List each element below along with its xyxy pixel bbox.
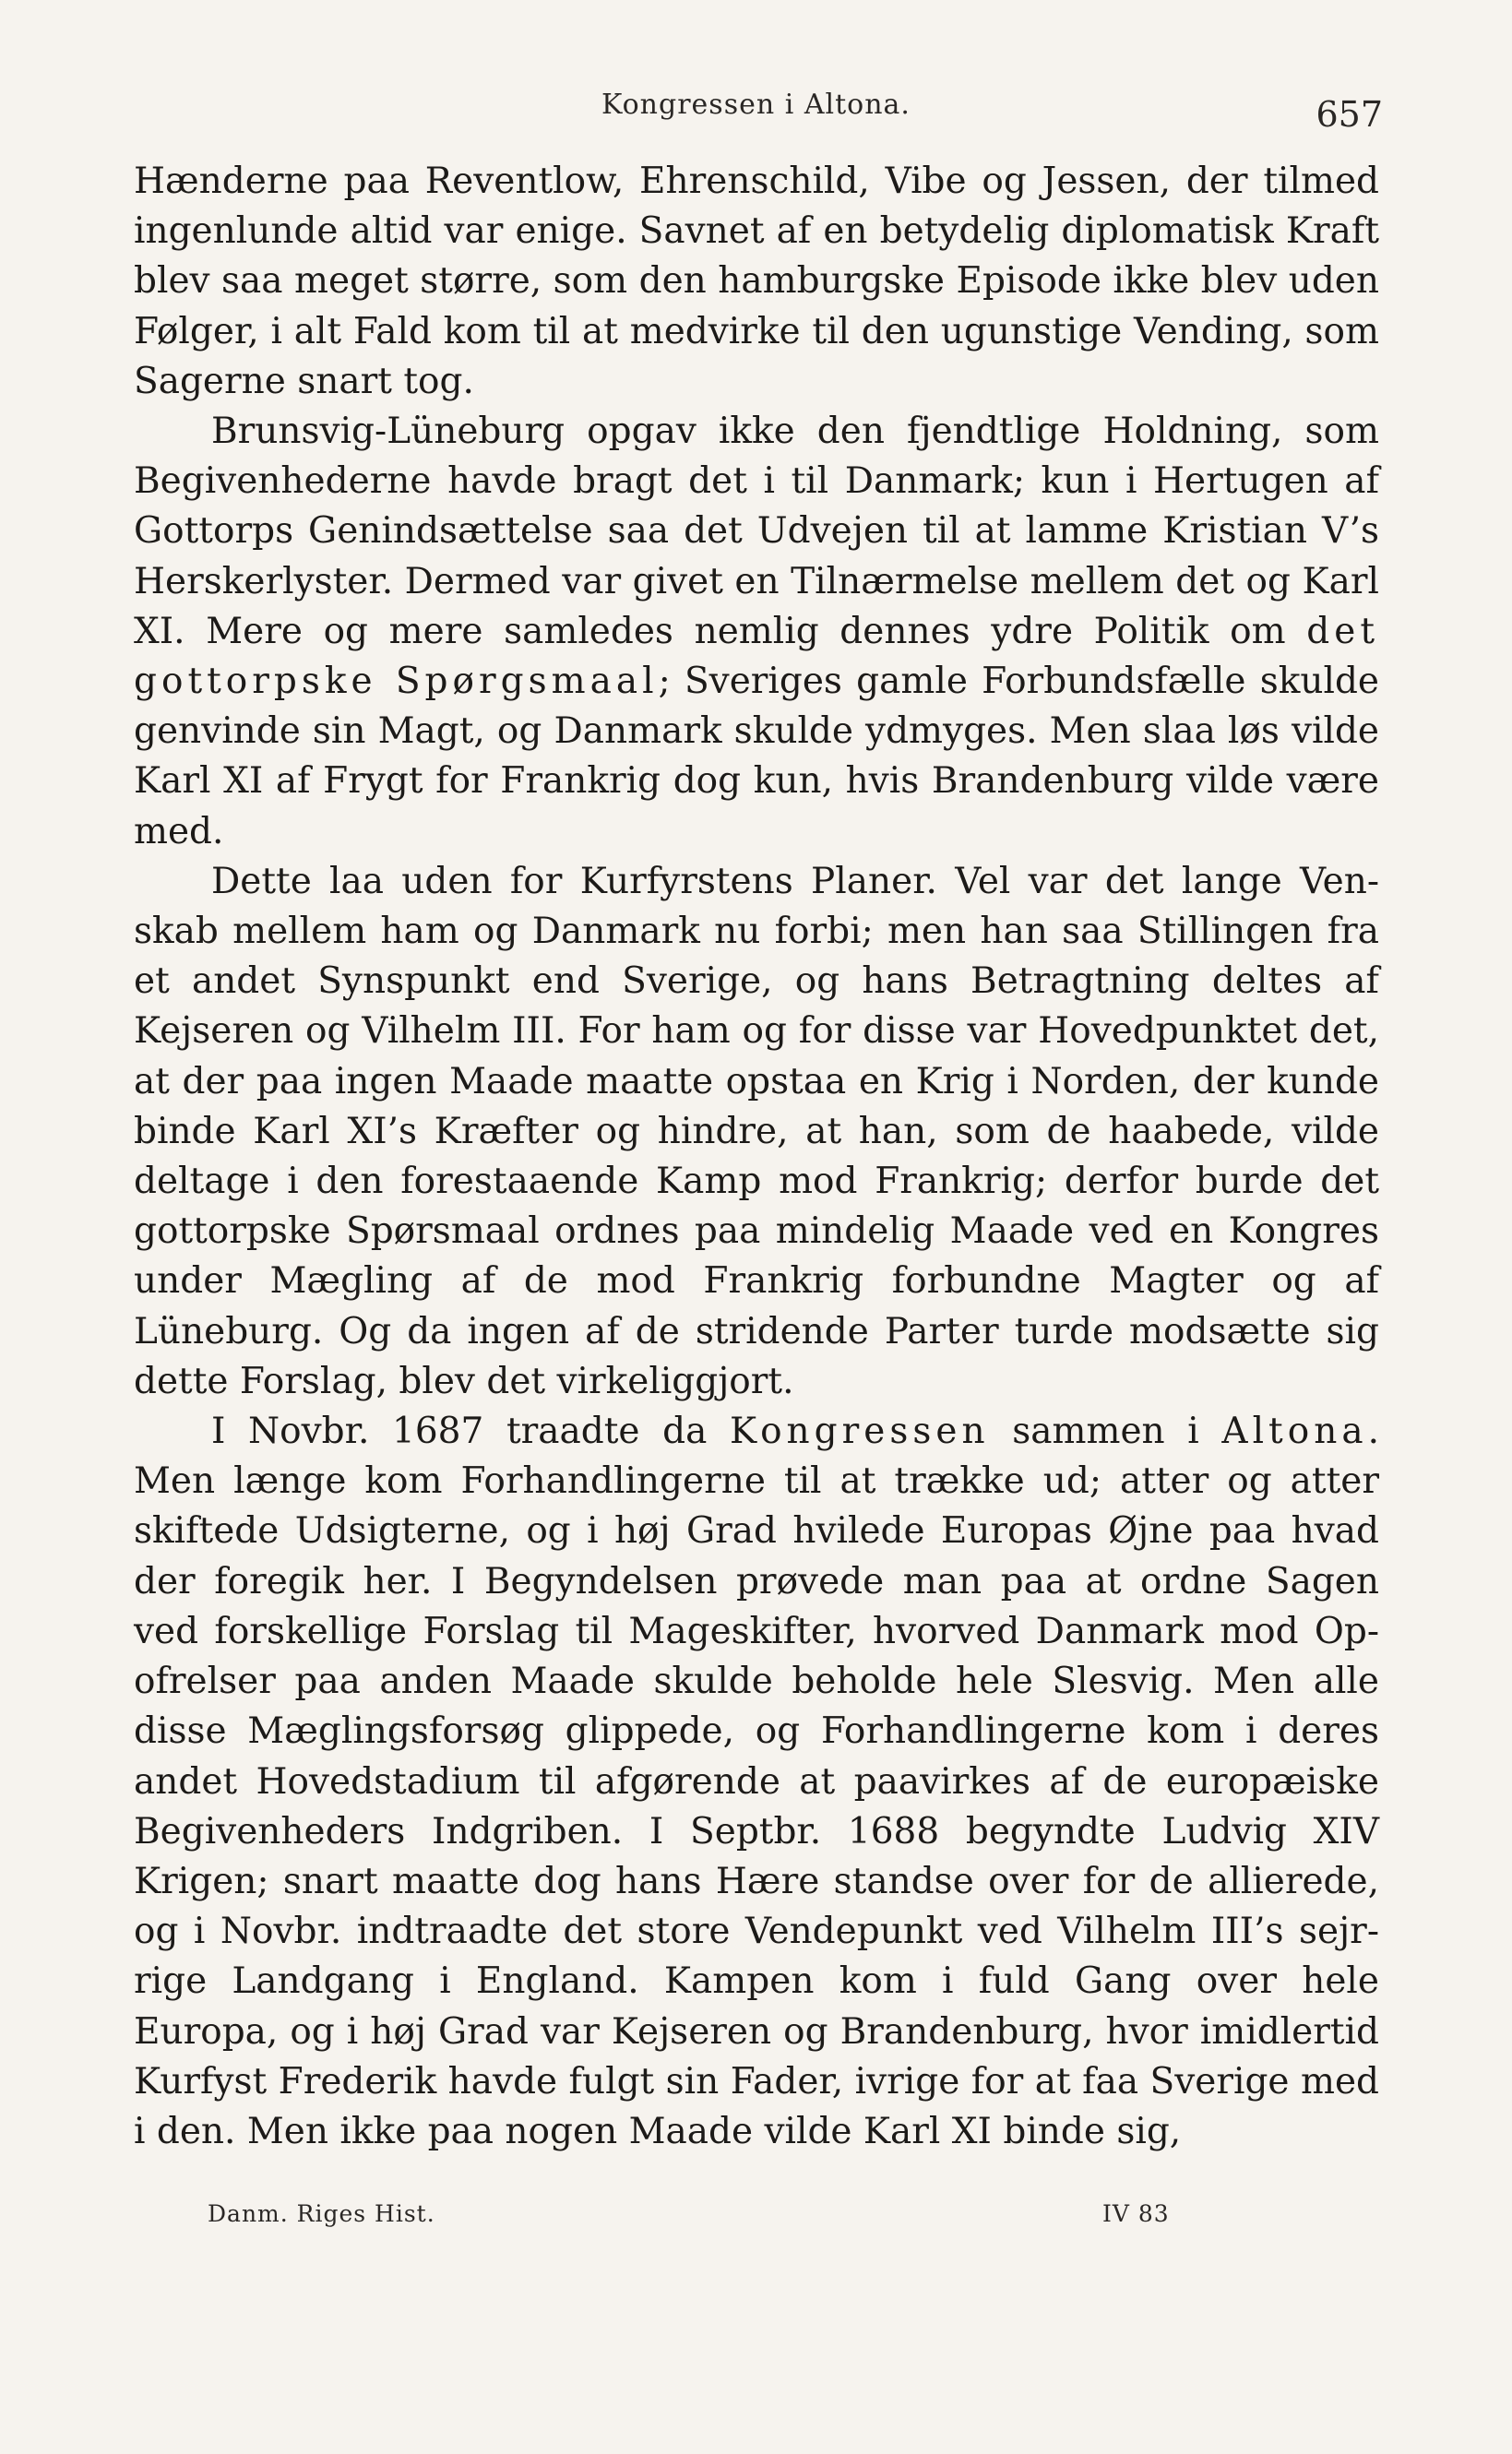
spaced-emphasis: det gottorpske Spørgsmaal xyxy=(134,610,1379,703)
paragraph xyxy=(134,857,1379,1407)
page-footer xyxy=(0,2200,1512,2237)
text-run: I Novbr. 1687 traadte da xyxy=(211,1411,730,1453)
page-number: 657 xyxy=(1316,94,1383,135)
body-text xyxy=(134,157,1379,2157)
printer-signature: Danm. Riges Hist. xyxy=(208,2200,435,2227)
text-run: Dette laa uden for Kurfyrstens Planer. Vel var det lange Venskab mellem ham og Danmark nu forbi; men han saa Stillingen fra et andet Synspunkt end Sverige, og hans Betragtning deltes af Kejseren og Vilhelm III. For ham og for disse var Hovedpunktet det, at der paa ingen Maade maatte opstaa en Krig i Norden, der kunde binde Karl XI’s Kræfter og hindre, at han, som de haabede, vilde deltage i den forestaaende Kamp mod Frankrig; derfor burde det gottorpske Spørsmaal ordnes paa mindelig Maade ved en Kongres under Mægling af de mod Frankrig forbundne Magter og af Lüneburg. Og da ingen af de stridende Parter turde modsætte sig dette Forslag, blev det virkeliggjort. xyxy=(134,860,1379,1402)
paragraph xyxy=(134,157,1379,407)
text-run: Hænderne paa Reventlow, Ehrenschild, Vibe og Jessen, der tilmed ingenlunde altid var enige. Savnet af en betydelig diplomatisk Kraft blev saa meget større, som den hamburgske Episode ikke blev uden Følger, i alt Fald kom til at medvirke til den ugunstige Vending, som Sagerne snart tog. xyxy=(134,161,1379,402)
text-run: . Men længe kom Forhandlingerne til at trække ud; atter og atter skiftede Udsigterne, og i høj Grad hvilede Europas Øjne paa hvad der foregik her. I Begyndelsen prøvede man paa at ordne Sagen ved forskellige Forslag til Mageskifter, hvorved Danmark mod Opofrelser paa anden Maade skulde beholde hele Slesvig. Men alle disse Mæglingsforsøg glippede, og Forhandlingerne kom i deres andet Hovedstadium til afgørende at paavirkes af de europæiske Begivenheders Indgriben. I Septbr. 1688 begyndte Ludvig XIV Krigen; snart maatte dog hans Hære standse over for de allierede, og i Novbr. indtraadte det store Vendepunkt ved Vilhelm III’s sejrrige Landgang i England. Kampen kom i fuld Gang over hele Europa, og i høj Grad var Kejseren og Brandenburg, hvor imidlertid Kurfyst Frederik havde fulgt sin Fader, ivrige for at faa Sverige med i den. Men ikke paa nogen Maade vilde Karl XI binde sig, xyxy=(134,1411,1379,2152)
spaced-emphasis: Kongressen xyxy=(729,1411,990,1453)
paragraph xyxy=(134,1407,1379,2157)
page-header xyxy=(0,85,1512,140)
sheet-signature: IV 83 xyxy=(1102,2200,1170,2227)
text-run: sammen i xyxy=(989,1411,1222,1453)
running-title: Kongressen i Altona. xyxy=(601,89,911,121)
paragraph xyxy=(134,407,1379,857)
text-run: Brunsvig-Lüneburg opgav ikke den fjendtlige Holdning, som Begivenhederne havde bragt det i til Danmark; kun i Hertugen af Gottorps Genindsættelse saa det Udvejen til at lamme Kristian V’s Herskerlyster. Dermed var givet en Tilnærmelse mellem det og Karl XI. Mere og mere samledes nemlig dennes ydre Politik om xyxy=(134,411,1379,652)
text-run: ; Sveriges gamle Forbundsfælle skulde genvinde sin Magt, og Danmark skulde ydmyges. Men slaa løs vilde Karl XI af Frygt for Frankrig dog kun, hvis Brandenburg vilde være med. xyxy=(134,661,1379,852)
spaced-emphasis: Altona xyxy=(1221,1411,1368,1453)
